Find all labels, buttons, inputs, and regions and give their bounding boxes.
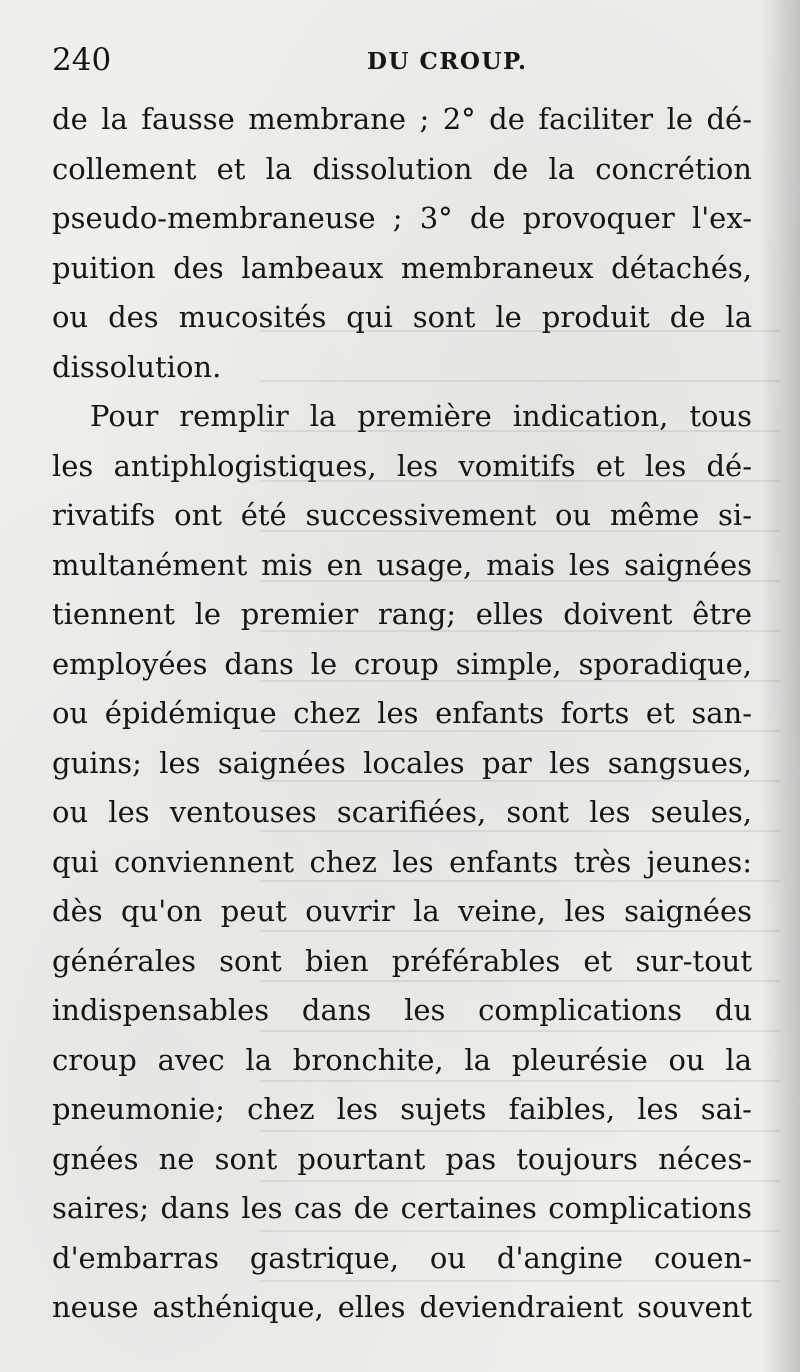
text-line: les antiphlogistiques, les vomitifs et les dé- [52, 448, 752, 483]
text-line: d'embarras gastrique, ou d'angine couen- [52, 1240, 752, 1275]
text-line: pneumonie; chez les sujets faibles, les sai- [52, 1092, 752, 1126]
text-line: multanément mis en usage, mais les saignées [52, 547, 752, 582]
text-line: qui conviennent chez les enfants très jeunes: [52, 844, 752, 879]
text-line: ou épidémique chez les enfants forts et san- [52, 696, 752, 730]
text-line: guins; les saignées locales par les sangsues, [52, 745, 752, 780]
text-line: employées dans le croup simple, sporadique, [52, 646, 752, 681]
paragraph-end-line: dissolution. [52, 349, 222, 384]
text-line: gnées ne sont pourtant pas toujours néces- [52, 1141, 752, 1176]
text-line: rivatifs ont été successivement ou même si- [52, 498, 752, 532]
text-line: générales sont bien préférables et sur-tout [52, 943, 752, 978]
text-line: saires; dans les cas de certaines complications [52, 1191, 752, 1225]
text-line: tiennent le premier rang; elles doivent être [52, 597, 752, 631]
text-line: puition des lambeaux membraneux détachés, [52, 250, 752, 285]
running-head: DU CROUP. [367, 48, 528, 75]
text-line: croup avec la bronchite, la pleurésie ou la [52, 1042, 752, 1077]
text-line: ou des mucosités qui sont le produit de la [52, 300, 752, 334]
text-line: dès qu'on peut ouvrir la veine, les saignées [52, 894, 752, 928]
page-number: 240 [52, 42, 112, 78]
paragraph-start-line: Pour remplir la première indication, tous [90, 399, 752, 433]
page-header [52, 40, 752, 90]
text-line: de la fausse membrane ; 2° de faciliter le dé- [52, 102, 752, 136]
text-line: pseudo-membraneuse ; 3° de provoquer l'ex- [52, 201, 752, 235]
text-line: neuse asthénique, elles deviendraient souvent [52, 1290, 752, 1324]
text-line: ou les ventouses scarifiées, sont les seules, [52, 795, 752, 829]
body-text [52, 95, 752, 1333]
page-edge-shadow [760, 0, 800, 1372]
text-line: indispensables dans les complications du [52, 993, 752, 1027]
text-line: collement et la dissolution de la concrétion [52, 151, 752, 186]
